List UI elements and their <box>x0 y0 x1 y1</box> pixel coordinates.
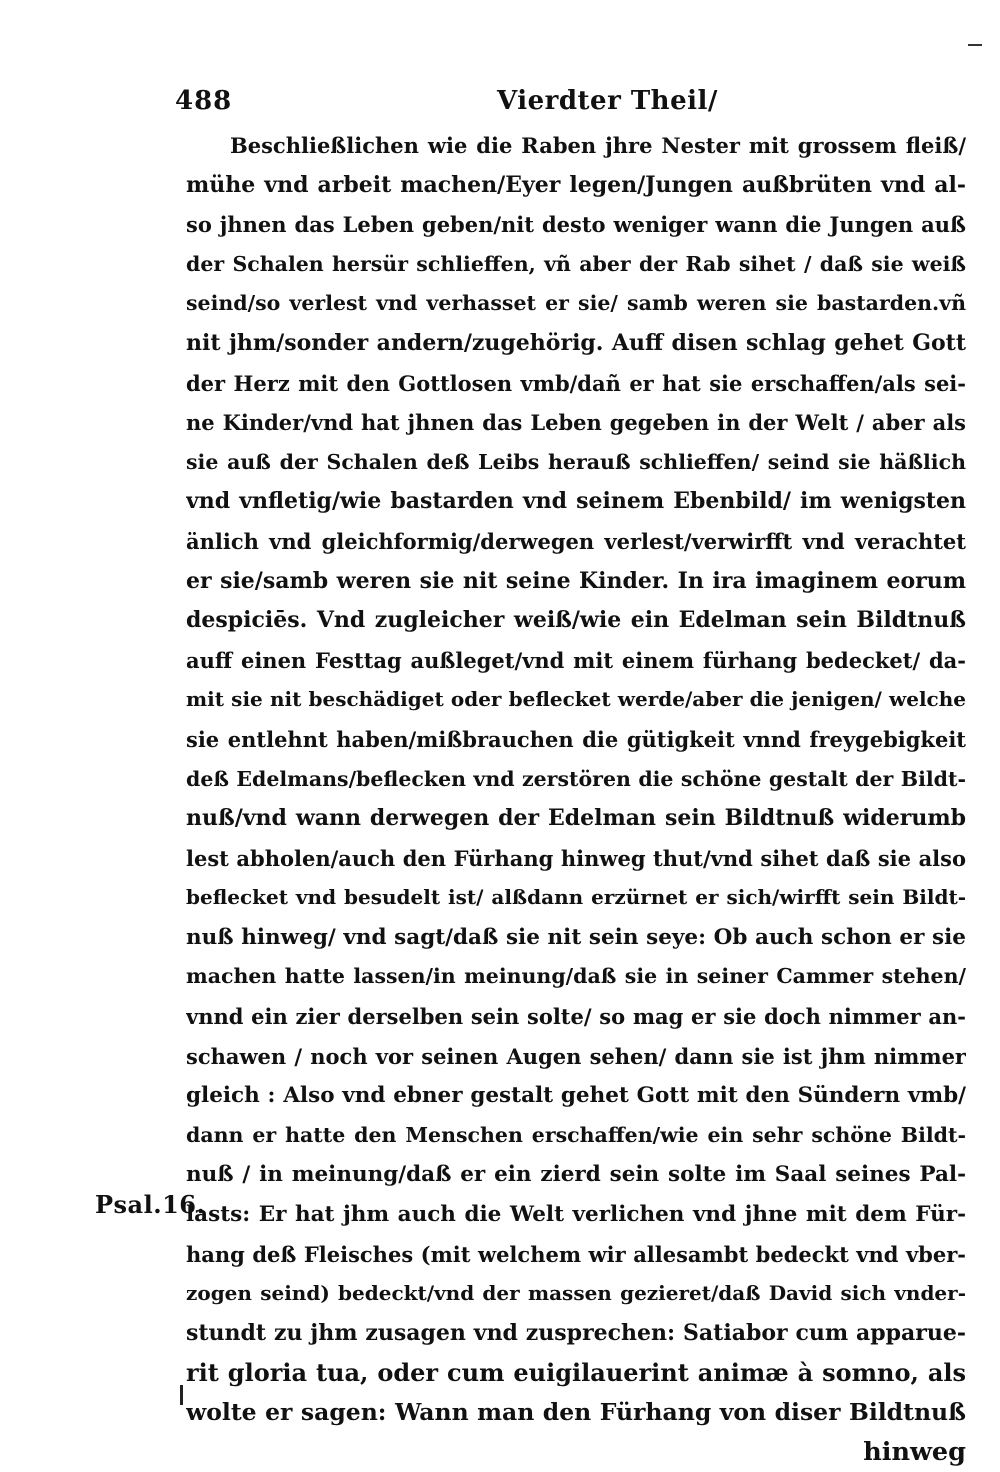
text-line: Beschließlichen wie die Raben jhre Nester mit grossem fleiß/ <box>230 133 966 158</box>
text-line: auff einen Festtag außleget/vnd mit einem fürhang bedecket/ da- <box>186 647 966 673</box>
text-line: lest abholen/auch den Fürhang hinweg thut/vnd sihet daß sie also <box>186 845 966 871</box>
text-line: despiciēs. Vnd zugleicher weiß/wie ein Edelman sein Bildtnuß <box>186 607 966 634</box>
text-line: änlich vnd gleichformig/derwegen verlest/verwirfft vnd verachtet <box>186 528 966 554</box>
text-line: deß Edelmans/beflecken vnd zerstören die schöne gestalt der Bildt- <box>186 766 966 791</box>
text-line: hang deß Fleisches (mit welchem wir allesambt bedeckt vnd vber- <box>186 1241 966 1267</box>
stray-ink-mark <box>968 44 982 46</box>
running-head <box>175 86 965 120</box>
running-title: Vierdter Theil/ <box>497 86 718 116</box>
text-line: nuß/vnd wann derwegen der Edelman sein Bildtnuß widerumb <box>186 805 966 832</box>
text-line: der Schalen hersür schlieffen, vñ aber der Rab sihet / daß sie weiß <box>186 251 966 276</box>
text-line: vnnd ein zier derselben sein solte/ so mag er sie doch nimmer an- <box>186 1004 966 1030</box>
margin-reference: Psal.16. <box>95 1190 206 1219</box>
text-line: der Herz mit den Gottlosen vmb/dañ er hat sie erschaffen/als sei- <box>186 370 966 396</box>
text-line: so jhnen das Leben geben/nit desto weniger wann die Jungen auß <box>186 212 966 238</box>
text-line: gleich : Also vnd ebner gestalt gehet Gott mit den Sündern vmb/ <box>186 1083 966 1109</box>
text-line: sie entlehnt haben/mißbrauchen die gütigkeit vnnd freygebigkeit <box>186 726 966 752</box>
text-line: nuß / in meinung/daß er ein zierd sein solte im Saal seines Pal- <box>186 1162 966 1188</box>
text-line: er sie/samb weren sie nit seine Kinder. In ira imaginem eorum <box>186 567 966 594</box>
text-line: beflecket vnd besudelt ist/ alßdann erzürnet er sich/wirfft sein Bildt- <box>186 885 966 910</box>
body-text <box>186 126 966 1472</box>
text-line: vnd vnfletig/wie bastarden vnd seinem Ebenbild/ im wenigsten <box>186 488 966 515</box>
text-line: mit sie nit beschädiget oder beflecket werde/aber die jenigen/ welche <box>186 687 966 712</box>
text-line: lasts: Er hat jhm auch die Welt verlichen vnd jhne mit dem Für- <box>186 1202 966 1228</box>
text-line: stundt zu jhm zusagen vnd zusprechen: Satiabor cum apparue- <box>186 1319 966 1346</box>
text-line: seind/so verlest vnd verhasset er sie/ samb weren sie bastarden.vñ <box>186 291 966 316</box>
text-line: schawen / noch vor seinen Augen sehen/ dann sie ist jhm nimmer <box>186 1043 966 1069</box>
text-line: rit gloria tua, oder cum euigilauerint animæ à somno, als <box>186 1358 966 1388</box>
text-line: wolte er sagen: Wann man den Fürhang von diser Bildtnuß <box>186 1398 966 1426</box>
catchword: hinweg <box>863 1436 966 1467</box>
text-line: zogen seind) bedeckt/vnd der massen gezieret/daß David sich vnder- <box>186 1281 966 1306</box>
text-line: mühe vnd arbeit machen/Eyer legen/Jungen außbrüten vnd al- <box>186 171 966 198</box>
stray-ink-mark <box>180 1385 183 1405</box>
text-line: machen hatte lassen/in meinung/daß sie in seiner Cammer stehen/ <box>186 964 966 989</box>
text-line: nit jhm/sonder andern/zugehörig. Auff disen schlag gehet Gott <box>186 329 966 356</box>
page-number: 488 <box>175 86 233 116</box>
text-line: dann er hatte den Menschen erschaffen/wie ein sehr schöne Bildt- <box>186 1122 966 1147</box>
text-line: sie auß der Schalen deß Leibs herauß schlieffen/ seind sie häßlich <box>186 449 966 474</box>
text-line: nuß hinweg/ vnd sagt/daß sie nit sein seye: Ob auch schon er sie <box>186 924 966 950</box>
text-line: ne Kinder/vnd hat jhnen das Leben gegeben in der Welt / aber als <box>186 410 966 436</box>
